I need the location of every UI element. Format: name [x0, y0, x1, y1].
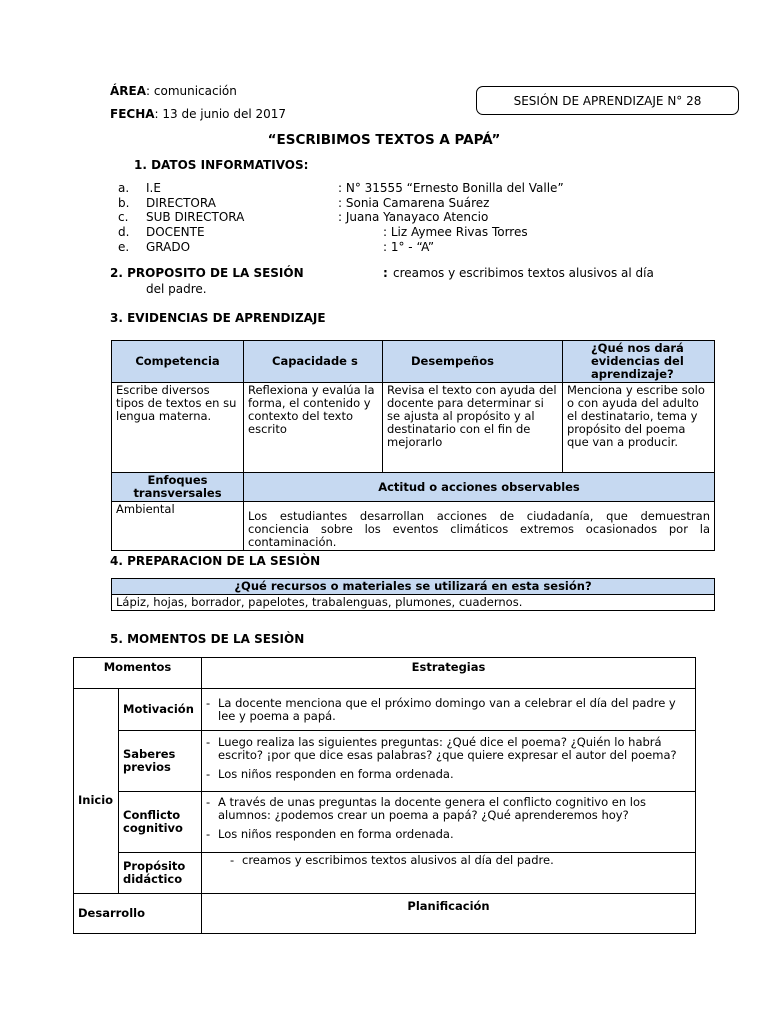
- list-item-text: Luego realiza las siguientes preguntas: ¿Qué dice el poema? ¿Quién lo habrá escrito? ¡por que dice esas palabras? ¿que quiere expresar el autor del poema?: [218, 735, 677, 762]
- header-actitud: Actitud o acciones observables: [244, 473, 715, 502]
- list-item: - creamos y escribimos textos alusivos al día del padre.: [230, 853, 554, 867]
- item-letter: a.: [118, 181, 130, 195]
- momentos-table: [73, 657, 696, 934]
- cell-capacidades: Reflexiona y evalúa la forma, el contenido y contexto del texto escrito: [244, 383, 383, 473]
- item-label: I.E: [146, 181, 161, 195]
- estrategia-proposito: [202, 853, 696, 894]
- section1-heading: 1. DATOS INFORMATIVOS:: [134, 158, 309, 172]
- item-label: DOCENTE: [146, 225, 205, 239]
- fecha-label: FECHA: [110, 107, 155, 121]
- table-header-row: [112, 341, 715, 383]
- header-momentos: Momentos: [74, 658, 202, 689]
- table-row: [74, 731, 696, 792]
- item-letter: c.: [118, 210, 129, 224]
- section4-heading: 4. PREPARACION DE LA SESIÒN: [110, 554, 321, 568]
- table-row: [112, 502, 715, 551]
- list-item: - Los niños responden en forma ordenada.: [206, 827, 454, 841]
- fecha-value: : 13 de junio del 2017: [154, 107, 287, 121]
- estrategia-conflicto: [202, 792, 696, 853]
- section2-heading: 2. PROPOSITO DE LA SESIÓN: [110, 266, 304, 280]
- cell-desempenos: Revisa el texto con ayuda del docente para determinar si se ajusta al propósito y al destinatario con el fin de mejorarlo: [383, 383, 563, 473]
- table-row: [74, 853, 696, 894]
- list-item: - Los niños responden en forma ordenada.: [206, 767, 454, 781]
- page-title: “ESCRIBIMOS TEXTOS A PAPÁ”: [267, 132, 501, 148]
- recursos-answer: Lápiz, hojas, borrador, papelotes, trabalenguas, plumones, cuadernos.: [112, 595, 715, 611]
- list-item-text: Los niños responden en forma ordenada.: [218, 827, 454, 841]
- section2-text-cont: del padre.: [146, 282, 207, 296]
- table-header-row: [74, 658, 696, 689]
- section3-heading: 3. EVIDENCIAS DE APRENDIZAJE: [110, 311, 326, 325]
- momento-saberes: Saberes previos: [119, 731, 202, 792]
- recursos-question: ¿Qué recursos o materiales se utilizará en esta sesión?: [112, 579, 715, 595]
- list-item-text: A través de unas preguntas la docente genera el conflicto cognitivo en los alumnos: ¿podemos crear un poema a papá? ¿Qué aprenderemos hoy?: [218, 795, 647, 822]
- item-label: DIRECTORA: [146, 196, 216, 210]
- list-item-text: Los niños responden en forma ordenada.: [218, 767, 454, 781]
- area-label: ÁREA: [110, 84, 147, 98]
- evidencias-table: [111, 340, 715, 551]
- table-row: [74, 689, 696, 731]
- cell-evidencias: Menciona y escribe solo o con ayuda del adulto el destinatario, tema y propósito del poema que van a producir.: [563, 383, 715, 473]
- planificacion-label: Planificación: [202, 894, 696, 934]
- header-estrategias: Estrategias: [202, 658, 696, 689]
- estrategia-motivacion: [202, 689, 696, 731]
- cell-enfoque: Ambiental: [112, 502, 244, 551]
- area-value: : comunicación: [146, 84, 237, 98]
- cell-actitud: Los estudiantes desarrollan acciones de ciudadanía, que demuestran conciencia sobre los eventos climáticos extremos ocasionados por la contaminación.: [244, 502, 715, 551]
- item-value: : Liz Aymee Rivas Torres: [383, 225, 528, 239]
- item-letter: e.: [118, 240, 130, 254]
- header-evidencias: ¿Qué nos dará evidencias del aprendizaje?: [563, 341, 715, 383]
- section2-text: creamos y escribimos textos alusivos al día: [393, 266, 654, 280]
- table-row: [74, 894, 696, 934]
- inicio-label: Inicio: [74, 689, 119, 894]
- momento-conflicto: Conflicto cognitivo: [119, 792, 202, 853]
- header-enfoques: Enfoques transversales: [112, 473, 244, 502]
- item-letter: b.: [118, 196, 130, 210]
- header-desempenos: Desempeños: [383, 341, 563, 383]
- table-header-row: [112, 473, 715, 502]
- estrategia-saberes: [202, 731, 696, 792]
- section2-colon: :: [383, 266, 388, 280]
- table-row: [112, 383, 715, 473]
- recursos-table: [111, 578, 715, 611]
- momento-motivacion: Motivación: [119, 689, 202, 731]
- desarrollo-label: Desarrollo: [74, 894, 202, 934]
- sesion-box: [476, 86, 739, 115]
- list-item: - La docente menciona que el próximo domingo van a celebrar el día del padre y lee y poema a papá.: [206, 697, 691, 723]
- item-label: GRADO: [146, 240, 191, 254]
- header-competencia: Competencia: [112, 341, 244, 383]
- header-capacidades: Capacidade s: [244, 341, 383, 383]
- table-row: [74, 792, 696, 853]
- cell-competencia: Escribe diversos tipos de textos en su lengua materna.: [112, 383, 244, 473]
- momento-proposito: Propósito didáctico: [119, 853, 202, 894]
- item-value: : Sonia Camarena Suárez: [338, 196, 490, 210]
- item-value: : N° 31555 “Ernesto Bonilla del Valle”: [338, 181, 564, 195]
- area-line: [110, 84, 237, 98]
- item-value: : 1° - “A”: [383, 240, 435, 254]
- fecha-line: [110, 107, 286, 121]
- list-item: - A través de unas preguntas la docente genera el conflicto cognitivo en los alumnos: ¿podemos crear un poema a papá? ¿Qué aprenderemos hoy?: [206, 796, 691, 822]
- item-value: : Juana Yanayaco Atencio: [338, 210, 489, 224]
- list-item-text: creamos y escribimos textos alusivos al día del padre.: [242, 853, 554, 867]
- sesion-label: SESIÓN DE APRENDIZAJE N° 28: [513, 93, 702, 108]
- section5-heading: 5. MOMENTOS DE LA SESIÒN: [110, 632, 305, 646]
- list-item-text: La docente menciona que el próximo domingo van a celebrar el día del padre y lee y poema a papá.: [218, 695, 676, 723]
- list-item: - Luego realiza las siguientes preguntas: ¿Qué dice el poema? ¿Quién lo habrá escrito? ¡por que dice esas palabras? ¿que quiere expresar el autor del poema?: [206, 736, 691, 762]
- item-label: SUB DIRECTORA: [146, 210, 245, 224]
- item-letter: d.: [118, 225, 130, 239]
